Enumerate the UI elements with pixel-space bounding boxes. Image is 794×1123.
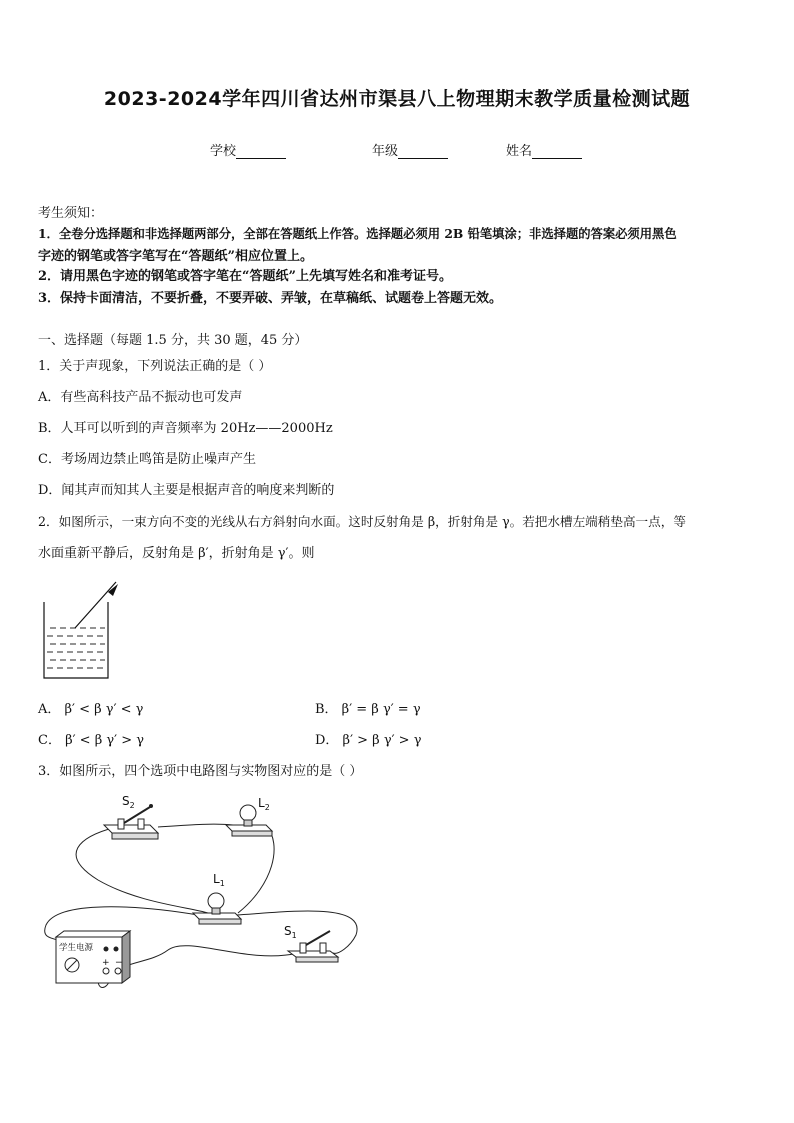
q1-stem: 1．关于声现象，下列说法正确的是（ ） [38, 359, 272, 374]
label-minus: − [115, 958, 123, 968]
label-l1: $L_1$ [213, 872, 225, 888]
label-plus: + [102, 958, 110, 968]
notice-item-1-line1: 1．全卷分选择题和非选择题两部分，全部在答题纸上作答。选择题必须用 2B 铅笔填涂；非选择题的答案必须用黑色 [38, 226, 677, 241]
water-tank-figure [42, 580, 122, 680]
school-field [210, 140, 286, 159]
school-blank[interactable] [236, 146, 286, 159]
name-field [506, 140, 582, 159]
q3-stem: 3．如图所示，四个选项中电路图与实物图对应的是（ ） [38, 764, 363, 779]
section-heading: 一、选择题（每题 1.5 分，共 30 题，45 分） [38, 333, 308, 348]
label-s1: $S_1$ [284, 924, 297, 940]
q1-option-c: C．考场周边禁止鸣笛是防止噪声产生 [38, 452, 256, 467]
q1-option-d: D．闻其声而知其人主要是根据声音的响度来判断的 [38, 483, 335, 498]
grade-blank[interactable] [398, 146, 448, 159]
name-label: 姓名 [506, 144, 533, 159]
q1-option-a: A．有些高科技产品不振动也可发声 [38, 390, 243, 405]
label-l2: $L_2$ [258, 796, 270, 812]
label-s2: $S_2$ [122, 794, 135, 810]
wire-s2-l2 [158, 824, 233, 827]
grade-field [372, 140, 448, 159]
q2-option-b: B． β′ = β γ′ = γ [315, 702, 421, 717]
circuit-figure [38, 785, 378, 995]
notice-item-2: 2．请用黑色字迹的钢笔或答字笔在“答题纸”上先填写姓名和准考证号。 [38, 269, 453, 284]
label-power: 学生电源 [59, 943, 94, 953]
bulb-l1-component [193, 893, 241, 924]
power-supply-component [56, 931, 130, 983]
q2-stem-line1: 2．如图所示，一束方向不变的光线从右方斜射向水面。这时反射角是 β，折射角是 γ。若把水槽左端稍垫高一点，等 [38, 514, 686, 529]
q2-option-c: C． β′ < β γ′ > γ [38, 733, 144, 748]
wire-s2-l1 [76, 827, 208, 913]
q2-stem-line2: 水面重新平静后，反射角是 β′，折射角是 γ′。则 [38, 546, 315, 561]
q2-option-d: D． β′ > β γ′ > γ [315, 733, 422, 748]
wire-l2-l1 [238, 825, 274, 913]
school-label: 学校 [210, 144, 237, 159]
notice-item-1-line2: 字迹的钢笔或答字笔写在“答题纸”相应位置上。 [38, 249, 313, 264]
notice-heading: 考生须知： [38, 206, 104, 221]
notice-item-3: 3．保持卡面清洁，不要折叠，不要弄破、弄皱，在草稿纸、试题卷上答题无效。 [38, 291, 503, 306]
q1-option-b: B．人耳可以听到的声音频率为 20Hz——2000Hz [38, 421, 333, 436]
q2-option-a: A． β′ < β γ′ < γ [38, 702, 144, 717]
page-title: 2023-2024学年四川省达州市渠县八上物理期末教学质量检测试题 [103, 88, 691, 110]
name-blank[interactable] [532, 146, 582, 159]
grade-label: 年级 [372, 144, 399, 159]
